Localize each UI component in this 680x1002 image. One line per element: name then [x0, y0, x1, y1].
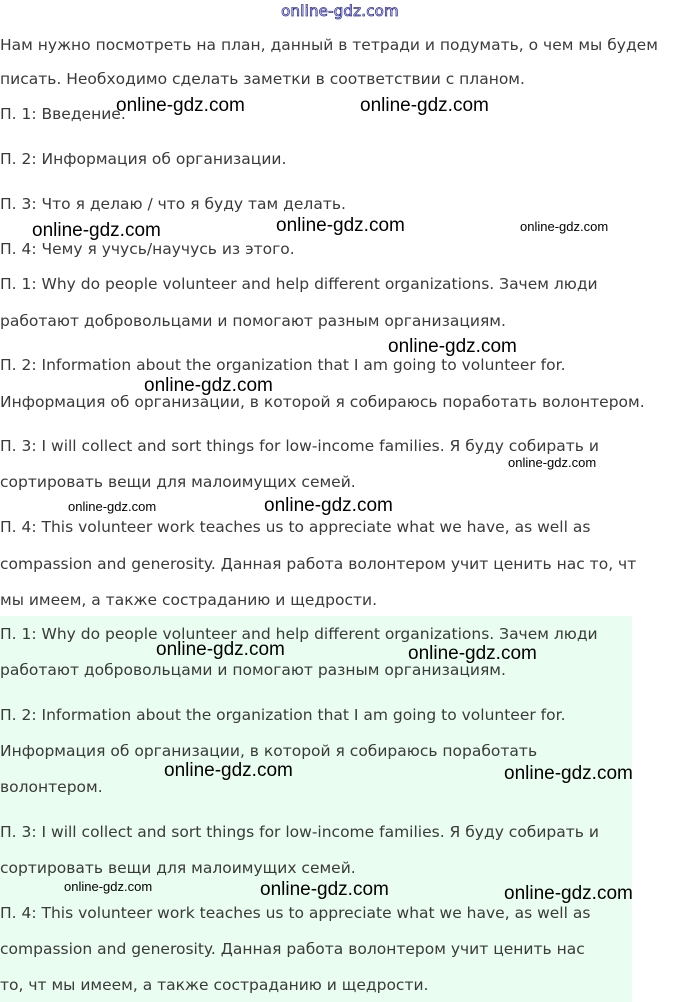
watermark: online-gdz.com: [64, 879, 153, 894]
answer-4-line-2: compassion and generosity. Данная работа волонтером учит ценить нас то, чт: [0, 555, 637, 573]
highlight-2-line-3: волонтером.: [0, 778, 103, 796]
watermark: online-gdz.com: [520, 219, 609, 234]
watermark: online-gdz.com: [276, 215, 405, 236]
watermark: online-gdz.com: [504, 883, 633, 904]
answer-3-line-2: сортировать вещи для малоимущих семей.: [0, 473, 356, 491]
watermark: online-gdz.com: [32, 220, 161, 241]
answer-2-line-1: П. 2: Information about the organization that I am going to volunteer for.: [0, 356, 566, 374]
plan-item-4: П. 4: Чему я учусь/научусь из этого.: [0, 240, 295, 258]
site-header-logo: online-gdz.com: [281, 2, 399, 20]
highlight-2-line-2: Информация об организации, в которой я собираюсь поработать: [0, 742, 538, 760]
highlight-4-line-2: compassion and generosity. Данная работа волонтером учит ценить нас: [0, 940, 585, 958]
answer-4-line-1: П. 4: This volunteer work teaches us to appreciate what we have, as well as: [0, 518, 591, 536]
watermark: online-gdz.com: [144, 375, 273, 396]
watermark: online-gdz.com: [504, 763, 633, 784]
watermark: online-gdz.com: [264, 495, 393, 516]
answer-1-line-2: работают добровольцами и помогают разным организациям.: [0, 312, 506, 330]
watermark: online-gdz.com: [68, 499, 157, 514]
highlight-3-line-1: П. 3: I will collect and sort things for low-income families. Я буду собирать и: [0, 823, 599, 841]
answer-2-line-2: Информация об организации, в которой я собираюсь поработать волонтером.: [0, 393, 645, 411]
highlight-3-line-2: сортировать вещи для малоимущих семей.: [0, 859, 356, 877]
watermark: online-gdz.com: [164, 760, 293, 781]
watermark: online-gdz.com: [360, 95, 489, 116]
intro-line-1: Нам нужно посмотреть на план, данный в тетради и подумать, о чем мы будем: [0, 36, 658, 54]
highlight-4-line-1: П. 4: This volunteer work teaches us to appreciate what we have, as well as: [0, 904, 591, 922]
plan-item-3: П. 3: Что я делаю / что я буду там делать.: [0, 195, 346, 213]
answer-3-line-1: П. 3: I will collect and sort things for low-income families. Я буду собирать и: [0, 437, 599, 455]
watermark: online-gdz.com: [156, 639, 285, 660]
watermark: online-gdz.com: [116, 95, 245, 116]
answer-1-line-1: П. 1: Why do people volunteer and help different organizations. Зачем люди: [0, 275, 598, 293]
watermark: online-gdz.com: [408, 643, 537, 664]
watermark: online-gdz.com: [260, 879, 389, 900]
plan-item-1: П. 1: Введение.: [0, 105, 126, 123]
answer-4-line-3: мы имеем, а также состраданию и щедрости.: [0, 591, 378, 609]
highlight-1-line-1: П. 1: Why do people volunteer and help different organizations. Зачем люди: [0, 625, 598, 643]
highlight-4-line-3: то, чт мы имеем, а также состраданию и щедрости.: [0, 976, 429, 994]
watermark: online-gdz.com: [508, 455, 597, 470]
intro-line-2: писать. Необходимо сделать заметки в соответствии с планом.: [0, 70, 525, 88]
highlight-1-line-2: работают добровольцами и помогают разным организациям.: [0, 661, 506, 679]
highlight-2-line-1: П. 2: Information about the organization that I am going to volunteer for.: [0, 706, 566, 724]
plan-item-2: П. 2: Информация об организации.: [0, 150, 287, 168]
watermark: online-gdz.com: [388, 336, 517, 357]
